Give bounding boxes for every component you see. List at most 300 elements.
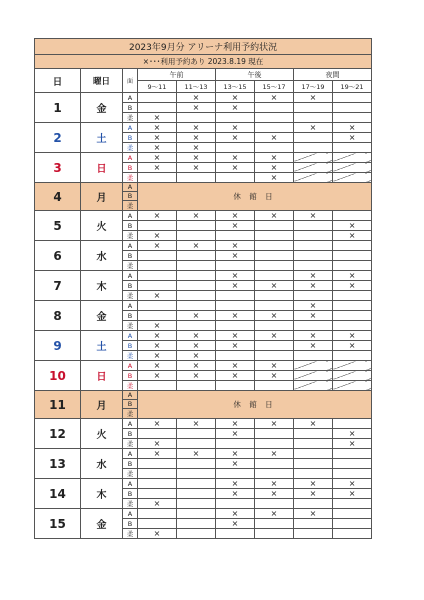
reserved-mark: ×	[138, 449, 177, 459]
open-slot	[177, 301, 216, 311]
facility-label: B	[123, 519, 138, 529]
unavailable-slot	[333, 163, 372, 173]
reserved-mark: ×	[333, 439, 372, 449]
open-slot	[177, 291, 216, 301]
reserved-mark: ×	[255, 133, 294, 143]
reserved-mark: ×	[138, 143, 177, 153]
weekday: 金	[81, 509, 123, 539]
reserved-mark: ×	[138, 163, 177, 173]
day-number: 13	[35, 449, 81, 479]
reserved-mark: ×	[216, 519, 255, 529]
reserved-mark: ×	[138, 499, 177, 509]
open-slot	[216, 291, 255, 301]
facility-label: 柔	[123, 261, 138, 271]
open-slot	[294, 449, 333, 459]
open-slot	[255, 381, 294, 391]
unavailable-slot	[294, 173, 333, 183]
open-slot	[294, 519, 333, 529]
closed-day-label: 休 館 日	[138, 391, 372, 419]
open-slot	[216, 381, 255, 391]
reserved-mark: ×	[177, 361, 216, 371]
reserved-mark: ×	[138, 341, 177, 351]
open-slot	[138, 519, 177, 529]
open-slot	[255, 351, 294, 361]
weekday: 日	[81, 153, 123, 183]
open-slot	[294, 291, 333, 301]
reserved-mark: ×	[138, 211, 177, 221]
reserved-mark: ×	[177, 241, 216, 251]
unavailable-slot	[333, 381, 372, 391]
reserved-mark: ×	[333, 231, 372, 241]
open-slot	[138, 509, 177, 519]
open-slot	[294, 351, 333, 361]
reserved-mark: ×	[177, 449, 216, 459]
table-row	[35, 361, 372, 371]
reserved-mark: ×	[177, 153, 216, 163]
facility-label: B	[123, 251, 138, 261]
open-slot	[177, 231, 216, 241]
slot-header: 11～13	[177, 81, 216, 93]
open-slot	[216, 173, 255, 183]
open-slot	[294, 499, 333, 509]
reserved-mark: ×	[216, 241, 255, 251]
reserved-mark: ×	[138, 529, 177, 539]
table-row	[35, 391, 372, 400]
weekday: 金	[81, 301, 123, 331]
open-slot	[255, 439, 294, 449]
weekday: 土	[81, 331, 123, 361]
reserved-mark: ×	[216, 153, 255, 163]
open-slot	[294, 459, 333, 469]
open-slot	[138, 221, 177, 231]
table-row	[35, 271, 372, 281]
open-slot	[216, 143, 255, 153]
open-slot	[138, 93, 177, 103]
reserved-mark: ×	[216, 419, 255, 429]
open-slot	[294, 261, 333, 271]
open-slot	[333, 351, 372, 361]
open-slot	[216, 351, 255, 361]
weekday: 水	[81, 449, 123, 479]
reserved-mark: ×	[177, 351, 216, 361]
reserved-mark: ×	[177, 133, 216, 143]
facility-label: A	[123, 479, 138, 489]
open-slot	[177, 381, 216, 391]
facility-label: A	[123, 419, 138, 429]
unavailable-slot	[294, 153, 333, 163]
open-slot	[333, 419, 372, 429]
reserved-mark: ×	[255, 281, 294, 291]
open-slot	[333, 113, 372, 123]
open-slot	[216, 469, 255, 479]
reserved-mark: ×	[216, 163, 255, 173]
reserved-mark: ×	[255, 93, 294, 103]
reserved-mark: ×	[138, 371, 177, 381]
unavailable-slot	[333, 173, 372, 183]
facility-label: A	[123, 361, 138, 371]
facility-label: B	[123, 489, 138, 499]
open-slot	[138, 271, 177, 281]
reserved-mark: ×	[255, 509, 294, 519]
facility-label: 柔	[123, 201, 138, 211]
open-slot	[255, 261, 294, 271]
reserved-mark: ×	[216, 251, 255, 261]
weekday: 火	[81, 211, 123, 241]
reserved-mark: ×	[333, 133, 372, 143]
legend-subtitle: ×･･･利用予約あり 2023.8.19 現在	[35, 55, 372, 69]
open-slot	[216, 261, 255, 271]
reserved-mark: ×	[138, 291, 177, 301]
open-slot	[333, 321, 372, 331]
facility-label: B	[123, 311, 138, 321]
open-slot	[255, 529, 294, 539]
weekday: 土	[81, 123, 123, 153]
reserved-mark: ×	[177, 163, 216, 173]
facility-label: B	[123, 459, 138, 469]
open-slot	[333, 251, 372, 261]
open-slot	[333, 103, 372, 113]
facility-label: 柔	[123, 381, 138, 391]
reserved-mark: ×	[138, 231, 177, 241]
reserved-mark: ×	[216, 221, 255, 231]
weekday: 火	[81, 419, 123, 449]
table-row	[35, 153, 372, 163]
facility-label: 柔	[123, 469, 138, 479]
day-number: 10	[35, 361, 81, 391]
facility-label: A	[123, 241, 138, 251]
reserved-mark: ×	[216, 103, 255, 113]
open-slot	[255, 429, 294, 439]
open-slot	[177, 321, 216, 331]
open-slot	[294, 133, 333, 143]
reserved-mark: ×	[177, 123, 216, 133]
facility-label: A	[123, 509, 138, 519]
weekday: 月	[81, 183, 123, 211]
open-slot	[255, 341, 294, 351]
reserved-mark: ×	[216, 271, 255, 281]
reserved-mark: ×	[255, 419, 294, 429]
reserved-mark: ×	[138, 351, 177, 361]
open-slot	[216, 499, 255, 509]
day-number: 14	[35, 479, 81, 509]
reserved-mark: ×	[216, 459, 255, 469]
facility-label: 柔	[123, 173, 138, 183]
reserved-mark: ×	[138, 133, 177, 143]
open-slot	[216, 301, 255, 311]
open-slot	[255, 321, 294, 331]
unavailable-slot	[294, 371, 333, 381]
open-slot	[177, 459, 216, 469]
open-slot	[177, 439, 216, 449]
facility-label: A	[123, 93, 138, 103]
open-slot	[333, 519, 372, 529]
open-slot	[138, 479, 177, 489]
page-title: 2023年9月分 アリーナ利用予約状況	[35, 39, 372, 55]
open-slot	[177, 261, 216, 271]
unavailable-slot	[294, 361, 333, 371]
reserved-mark: ×	[255, 479, 294, 489]
reserved-mark: ×	[138, 241, 177, 251]
open-slot	[177, 479, 216, 489]
facility-label: B	[123, 221, 138, 231]
table-row	[35, 331, 372, 341]
reserved-mark: ×	[255, 489, 294, 499]
open-slot	[294, 529, 333, 539]
reserved-mark: ×	[216, 489, 255, 499]
open-slot	[294, 241, 333, 251]
open-slot	[333, 143, 372, 153]
reserved-mark: ×	[177, 211, 216, 221]
reserved-mark: ×	[177, 331, 216, 341]
open-slot	[333, 211, 372, 221]
reserved-mark: ×	[177, 93, 216, 103]
open-slot	[333, 93, 372, 103]
reserved-mark: ×	[138, 321, 177, 331]
open-slot	[255, 459, 294, 469]
open-slot	[138, 103, 177, 113]
open-slot	[333, 241, 372, 251]
facility-label: 柔	[123, 143, 138, 153]
table-row	[35, 301, 372, 311]
open-slot	[138, 173, 177, 183]
reserved-mark: ×	[255, 449, 294, 459]
open-slot	[177, 173, 216, 183]
facility-label: B	[123, 400, 138, 409]
facility-label: A	[123, 271, 138, 281]
facility-label: 柔	[123, 291, 138, 301]
reserved-mark: ×	[216, 133, 255, 143]
open-slot	[294, 103, 333, 113]
open-slot	[255, 113, 294, 123]
table-row	[35, 123, 372, 133]
open-slot	[255, 241, 294, 251]
facility-label: 柔	[123, 113, 138, 123]
open-slot	[255, 469, 294, 479]
facility-label: B	[123, 429, 138, 439]
facility-label: B	[123, 192, 138, 201]
table-row	[35, 183, 372, 192]
day-number: 2	[35, 123, 81, 153]
open-slot	[294, 143, 333, 153]
reserved-mark: ×	[255, 153, 294, 163]
open-slot	[177, 281, 216, 291]
open-slot	[333, 301, 372, 311]
reserved-mark: ×	[216, 479, 255, 489]
day-number: 12	[35, 419, 81, 449]
open-slot	[333, 261, 372, 271]
reserved-mark: ×	[294, 311, 333, 321]
reservation-sheet	[34, 38, 371, 539]
header-afternoon: 午後	[216, 69, 294, 81]
open-slot	[255, 301, 294, 311]
reserved-mark: ×	[216, 311, 255, 321]
weekday: 木	[81, 271, 123, 301]
reserved-mark: ×	[138, 419, 177, 429]
weekday: 木	[81, 479, 123, 509]
open-slot	[294, 251, 333, 261]
facility-label: A	[123, 123, 138, 133]
day-number: 15	[35, 509, 81, 539]
reserved-mark: ×	[138, 439, 177, 449]
reserved-mark: ×	[294, 123, 333, 133]
reserved-mark: ×	[216, 281, 255, 291]
open-slot	[138, 311, 177, 321]
reserved-mark: ×	[138, 123, 177, 133]
day-number: 11	[35, 391, 81, 419]
open-slot	[216, 113, 255, 123]
open-slot	[294, 231, 333, 241]
day-number: 9	[35, 331, 81, 361]
reserved-mark: ×	[177, 311, 216, 321]
facility-label: B	[123, 371, 138, 381]
reserved-mark: ×	[333, 123, 372, 133]
header-night: 夜間	[294, 69, 372, 81]
table-row	[35, 419, 372, 429]
open-slot	[294, 113, 333, 123]
open-slot	[294, 321, 333, 331]
open-slot	[138, 429, 177, 439]
open-slot	[294, 429, 333, 439]
day-number: 1	[35, 93, 81, 123]
facility-label: B	[123, 281, 138, 291]
open-slot	[177, 519, 216, 529]
open-slot	[216, 321, 255, 331]
table-row	[35, 509, 372, 519]
facility-label: A	[123, 301, 138, 311]
reserved-mark: ×	[255, 163, 294, 173]
reserved-mark: ×	[255, 371, 294, 381]
unavailable-slot	[333, 371, 372, 381]
reserved-mark: ×	[333, 429, 372, 439]
reserved-mark: ×	[216, 429, 255, 439]
open-slot	[255, 291, 294, 301]
slot-header: 19～21	[333, 81, 372, 93]
open-slot	[138, 489, 177, 499]
table-row	[35, 211, 372, 221]
reserved-mark: ×	[294, 271, 333, 281]
open-slot	[177, 113, 216, 123]
weekday: 金	[81, 93, 123, 123]
facility-label: A	[123, 211, 138, 221]
open-slot	[294, 469, 333, 479]
reserved-mark: ×	[255, 361, 294, 371]
reserved-mark: ×	[333, 331, 372, 341]
open-slot	[177, 429, 216, 439]
open-slot	[333, 529, 372, 539]
open-slot	[138, 261, 177, 271]
facility-label: 柔	[123, 321, 138, 331]
open-slot	[138, 469, 177, 479]
header-morning: 午前	[138, 69, 216, 81]
unavailable-slot	[294, 163, 333, 173]
open-slot	[216, 231, 255, 241]
open-slot	[216, 439, 255, 449]
reserved-mark: ×	[177, 371, 216, 381]
open-slot	[138, 281, 177, 291]
reserved-mark: ×	[294, 341, 333, 351]
facility-label: B	[123, 103, 138, 113]
closed-day-label: 休 館 日	[138, 183, 372, 211]
header-weekday: 曜日	[81, 69, 123, 93]
open-slot	[177, 499, 216, 509]
weekday: 月	[81, 391, 123, 419]
reserved-mark: ×	[138, 113, 177, 123]
reserved-mark: ×	[138, 331, 177, 341]
reserved-mark: ×	[216, 341, 255, 351]
facility-label: B	[123, 341, 138, 351]
header-facility: 面	[123, 69, 138, 93]
reserved-mark: ×	[333, 281, 372, 291]
open-slot	[177, 529, 216, 539]
open-slot	[255, 271, 294, 281]
reserved-mark: ×	[333, 489, 372, 499]
reserved-mark: ×	[216, 211, 255, 221]
reserved-mark: ×	[216, 93, 255, 103]
slot-header: 17～19	[294, 81, 333, 93]
table-row	[35, 241, 372, 251]
facility-label: 柔	[123, 409, 138, 419]
reserved-mark: ×	[216, 371, 255, 381]
table-row	[35, 479, 372, 489]
slot-header: 13～15	[216, 81, 255, 93]
day-number: 6	[35, 241, 81, 271]
open-slot	[255, 231, 294, 241]
reserved-mark: ×	[294, 419, 333, 429]
facility-label: B	[123, 163, 138, 173]
reserved-mark: ×	[294, 93, 333, 103]
reserved-mark: ×	[333, 271, 372, 281]
weekday: 水	[81, 241, 123, 271]
open-slot	[333, 291, 372, 301]
reserved-mark: ×	[294, 281, 333, 291]
open-slot	[177, 469, 216, 479]
reserved-mark: ×	[294, 479, 333, 489]
reserved-mark: ×	[294, 331, 333, 341]
open-slot	[216, 529, 255, 539]
open-slot	[333, 509, 372, 519]
reserved-mark: ×	[216, 361, 255, 371]
facility-label: A	[123, 153, 138, 163]
open-slot	[138, 459, 177, 469]
reserved-mark: ×	[177, 341, 216, 351]
facility-label: A	[123, 391, 138, 400]
open-slot	[177, 489, 216, 499]
open-slot	[255, 103, 294, 113]
open-slot	[333, 311, 372, 321]
open-slot	[138, 251, 177, 261]
open-slot	[333, 459, 372, 469]
weekday: 日	[81, 361, 123, 391]
day-number: 5	[35, 211, 81, 241]
header-day: 日	[35, 69, 81, 93]
facility-label: 柔	[123, 529, 138, 539]
facility-label: 柔	[123, 231, 138, 241]
reservation-table	[34, 38, 372, 539]
slot-header: 15～17	[255, 81, 294, 93]
reserved-mark: ×	[255, 173, 294, 183]
facility-label: 柔	[123, 351, 138, 361]
open-slot	[255, 123, 294, 133]
day-number: 7	[35, 271, 81, 301]
open-slot	[255, 251, 294, 261]
reserved-mark: ×	[216, 123, 255, 133]
open-slot	[333, 469, 372, 479]
table-row	[35, 449, 372, 459]
open-slot	[294, 221, 333, 231]
open-slot	[333, 449, 372, 459]
open-slot	[294, 439, 333, 449]
reserved-mark: ×	[255, 311, 294, 321]
